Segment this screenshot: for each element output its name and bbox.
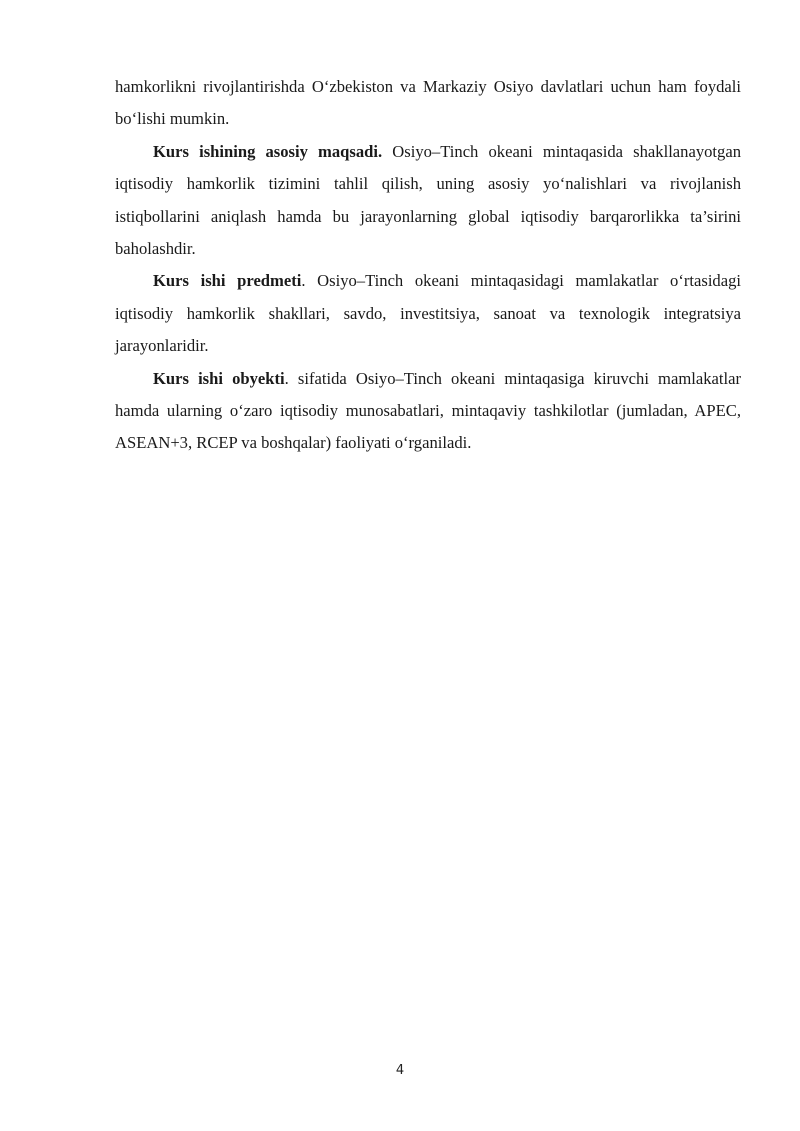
- paragraph-continuation: [115, 71, 741, 136]
- paragraph-heading: Kurs ishi obyekti: [153, 368, 285, 388]
- paragraph-text: Osiyo–Tinch okeani mintaqasida shakllanayotgan iqtisodiy hamkorlik tizimini tahlil qilish, uning asosiy yo‘nalishlari va rivojlanish istiqbollarini aniqlash hamda bu jarayonlarning global iqtisodiy barqarorlikka ta’sirini baholashdir.: [115, 141, 741, 259]
- paragraph-subject: [115, 265, 741, 362]
- paragraph-text: . Osiyo–Tinch okeani mintaqasidagi mamlakatlar o‘rtasidagi iqtisodiy hamkorlik shakllari, savdo, investitsiya, sanoat va texnologik integratsiya jarayonlaridir.: [115, 271, 742, 356]
- paragraph-text: hamkorlikni rivojlantirishda O‘zbekiston va Markaziy Osiyo davlatlari uchun ham foydali bo‘lishi mumkin.: [115, 77, 741, 129]
- document-page: [115, 71, 741, 460]
- paragraph-object: [115, 363, 741, 460]
- paragraph-text: . sifatida Osiyo–Tinch okeani mintaqasiga kiruvchi mamlakatlar hamda ularning o‘zaro iqtisodiy munosabatlari, mintaqaviy tashkilotlar (jumladan, APEC, ASEAN+3, RCEP va boshqalar) faoliyati o‘rganiladi.: [115, 368, 741, 453]
- paragraph-heading: Kurs ishi predmeti: [153, 271, 302, 291]
- paragraph-heading: Kurs ishining asosiy maqsadi.: [153, 141, 383, 161]
- page-number: 4: [395, 1063, 405, 1078]
- paragraph-goal: [115, 136, 741, 266]
